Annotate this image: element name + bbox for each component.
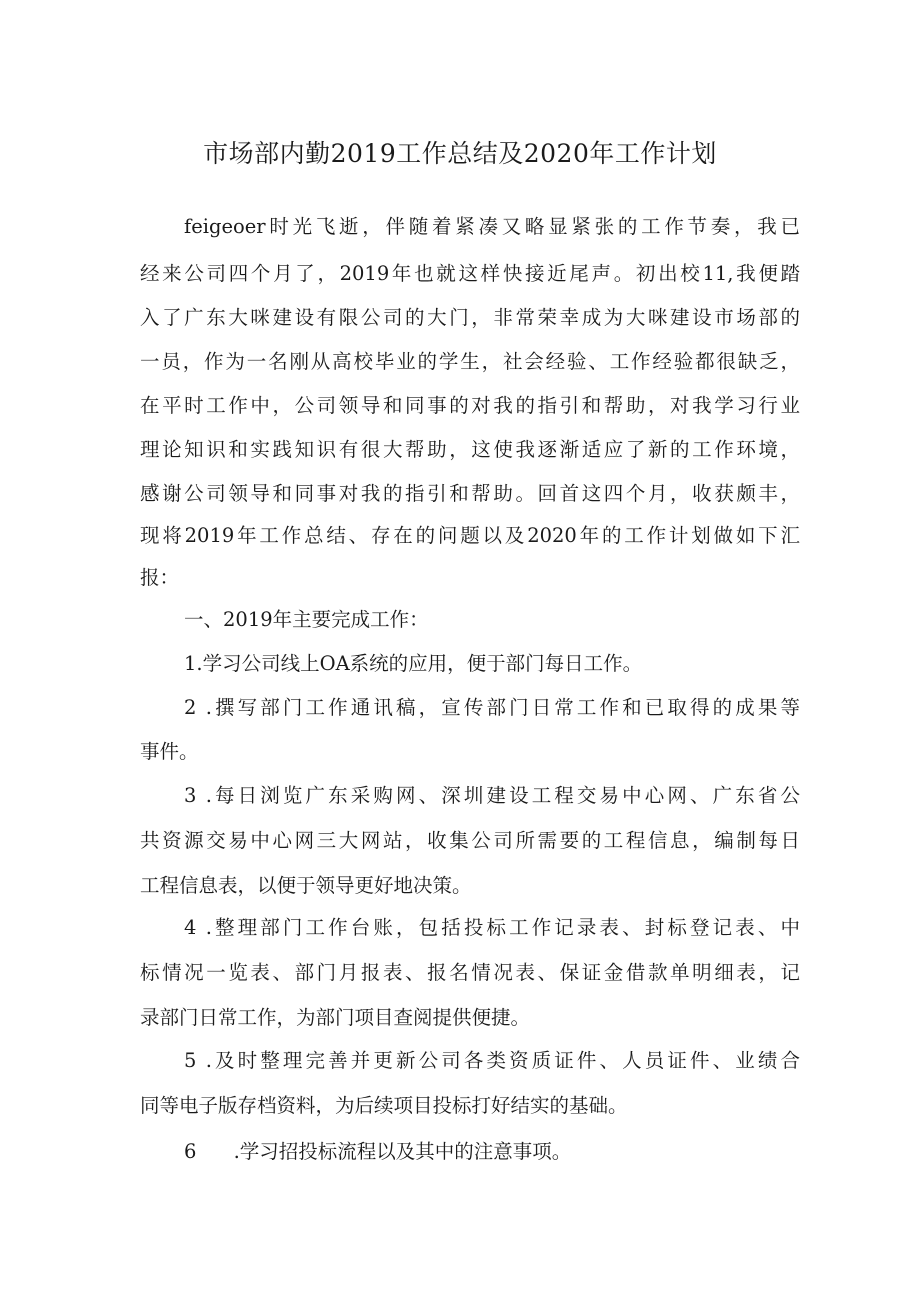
list-item: 1.学习公司线上OA系统的应用，便于部门每日工作。 <box>184 652 643 675</box>
text-line: 理论知识和实践知识有很大帮助，这使我逐渐适应了新的工作环境， <box>140 438 800 461</box>
text-line: 报： <box>140 566 180 589</box>
section-heading: 一、2019年主要完成工作： <box>184 608 429 631</box>
list-item: 4 .整理部门工作台账，包括投标工作记录表、封标登记表、中 <box>184 916 800 939</box>
text-line: 经来公司四个月了，2019年也就这样快接近尾声。初出校11,我便踏 <box>140 262 800 285</box>
text-line: 现将2019年工作总结、存在的问题以及2020年的工作计划做如下汇 <box>140 524 800 547</box>
text-line: 同等电子版存档资料，为后续项目投标打好结实的基础。 <box>140 1094 628 1117</box>
text-line: 标情况一览表、部门月报表、报名情况表、保证金借款单明细表，记 <box>140 961 800 984</box>
text-line: 共资源交易中心网三大网站，收集公司所需要的工程信息，编制每日 <box>140 829 800 852</box>
document-title: 市场部内勤2019工作总结及2020年工作计划 <box>203 139 717 168</box>
list-item: 6 .学习招投标流程以及其中的注意事项。 <box>184 1140 572 1163</box>
text-line: 感谢公司领导和同事对我的指引和帮助。回首这四个月，收获颇丰， <box>140 482 800 505</box>
text-line: feigeoer时光飞逝，伴随着紧凑又略显紧张的工作节奏，我已 <box>184 215 800 238</box>
text-line: 事件。 <box>140 740 199 763</box>
list-item: 5 .及时整理完善并更新公司各类资质证件、人员证件、业绩合 <box>184 1049 800 1072</box>
list-item: 3 .每日浏览广东采购网、深圳建设工程交易中心网、广东省公 <box>184 784 800 807</box>
text-line: 入了广东大咪建设有限公司的大门，非常荣幸成为大咪建设市场部的 <box>140 306 800 329</box>
list-item: 2 .撰写部门工作通讯稿，宣传部门日常工作和已取得的成果等 <box>184 696 800 719</box>
text-line: 录部门日常工作，为部门项目查阅提供便捷。 <box>140 1006 531 1029</box>
text-line: 在平时工作中，公司领导和同事的对我的指引和帮助，对我学习行业 <box>140 394 800 417</box>
text-line: 工程信息表，以便于领导更好地决策。 <box>140 874 472 897</box>
text-line: 一员，作为一名刚从高校毕业的学生，社会经验、工作经验都很缺乏， <box>140 350 800 373</box>
